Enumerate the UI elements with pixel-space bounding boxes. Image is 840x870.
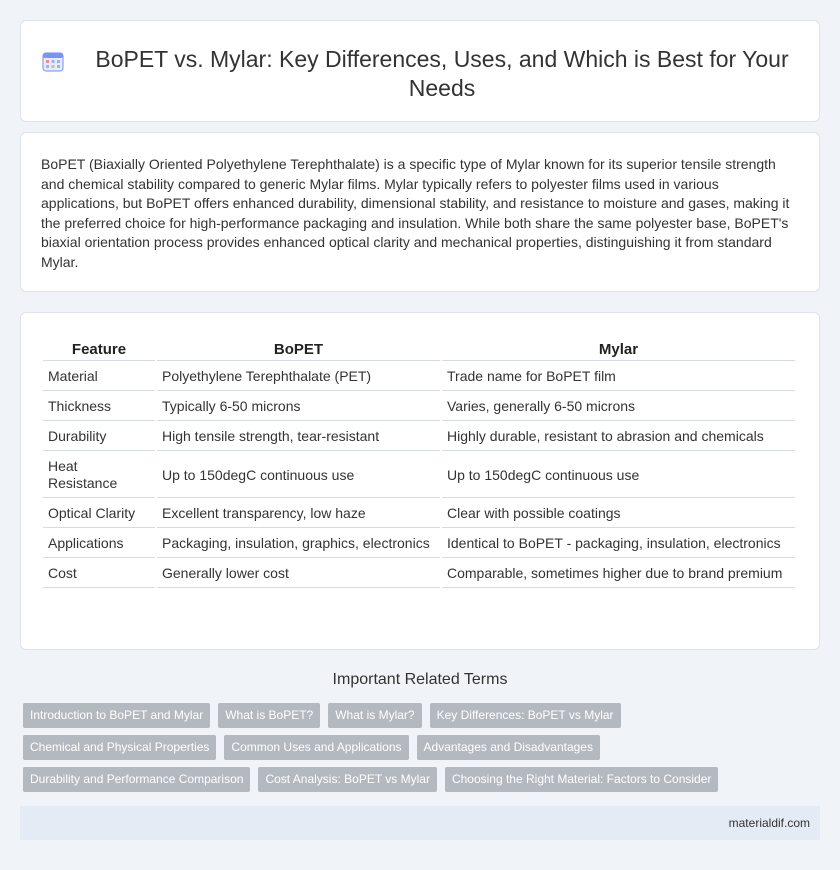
row-mylar: Identical to BoPET - packaging, insulation, electronics bbox=[442, 530, 795, 558]
table-row bbox=[43, 453, 795, 498]
table-row bbox=[43, 393, 795, 421]
row-bopet: Typically 6-50 microns bbox=[157, 393, 440, 421]
row-feature: Optical Clarity bbox=[43, 500, 155, 528]
related-term-tag[interactable]: Common Uses and Applications bbox=[224, 735, 408, 760]
footer-site-link[interactable]: materialdif.com bbox=[728, 816, 810, 830]
row-mylar: Up to 150degC continuous use bbox=[442, 453, 795, 498]
calendar-grid-icon bbox=[41, 49, 65, 73]
row-feature: Durability bbox=[43, 423, 155, 451]
row-mylar: Varies, generally 6-50 microns bbox=[442, 393, 795, 421]
header-feature: Feature bbox=[43, 337, 155, 361]
related-term-tag[interactable]: What is BoPET? bbox=[218, 703, 320, 728]
row-bopet: Generally lower cost bbox=[157, 560, 440, 588]
row-mylar: Comparable, sometimes higher due to brand premium bbox=[442, 560, 795, 588]
row-feature: Material bbox=[43, 363, 155, 391]
comparison-table bbox=[41, 335, 797, 590]
table-header-row bbox=[43, 337, 795, 361]
table-row bbox=[43, 500, 795, 528]
related-terms-heading: Important Related Terms bbox=[332, 671, 508, 688]
row-mylar: Clear with possible coatings bbox=[442, 500, 795, 528]
row-bopet: Up to 150degC continuous use bbox=[157, 453, 440, 498]
comparison-table-card bbox=[20, 312, 820, 650]
intro-paragraph: BoPET (Biaxially Oriented Polyethylene Terephthalate) is a specific type of Mylar known for its superior tensile strength and chemical stability compared to generic Mylar films. Mylar typically refers to polyester films used in various applications, but BoPET offers enhanced durability, dimensional stability, and resistance to moisture and gases, making it the preferred choice for high-performance packaging and insulation. While both share the same polyester base, BoPET's biaxial orientation process provides enhanced optical clarity and mechanical properties, distinguishing it from standard Mylar. bbox=[41, 156, 790, 270]
table-row bbox=[43, 560, 795, 588]
table-row bbox=[43, 423, 795, 451]
row-feature: Thickness bbox=[43, 393, 155, 421]
table-row bbox=[43, 363, 795, 391]
related-term-tag[interactable]: Choosing the Right Material: Factors to Consider bbox=[445, 767, 718, 792]
related-term-tag[interactable]: Chemical and Physical Properties bbox=[23, 735, 216, 760]
related-term-tag[interactable]: Cost Analysis: BoPET vs Mylar bbox=[258, 767, 437, 792]
header-mylar: Mylar bbox=[442, 337, 795, 361]
page-title: BoPET vs. Mylar: Key Differences, Uses, and Which is Best for Your Needs bbox=[95, 46, 789, 101]
related-term-tag[interactable]: Advantages and Disadvantages bbox=[417, 735, 600, 760]
related-terms-list bbox=[23, 703, 823, 799]
row-bopet: High tensile strength, tear-resistant bbox=[157, 423, 440, 451]
related-term-tag[interactable]: Introduction to BoPET and Mylar bbox=[23, 703, 210, 728]
table-row bbox=[43, 530, 795, 558]
row-bopet: Polyethylene Terephthalate (PET) bbox=[157, 363, 440, 391]
related-term-tag[interactable]: Durability and Performance Comparison bbox=[23, 767, 250, 792]
related-term-tag[interactable]: Key Differences: BoPET vs Mylar bbox=[430, 703, 621, 728]
related-term-tag[interactable]: What is Mylar? bbox=[328, 703, 421, 728]
row-feature: Heat Resistance bbox=[43, 453, 155, 498]
row-bopet: Packaging, insulation, graphics, electronics bbox=[157, 530, 440, 558]
row-bopet: Excellent transparency, low haze bbox=[157, 500, 440, 528]
row-mylar: Trade name for BoPET film bbox=[442, 363, 795, 391]
header-bopet: BoPET bbox=[157, 337, 440, 361]
row-feature: Cost bbox=[43, 560, 155, 588]
header-card bbox=[20, 20, 820, 122]
footer bbox=[20, 806, 820, 840]
intro-card bbox=[20, 132, 820, 292]
row-feature: Applications bbox=[43, 530, 155, 558]
row-mylar: Highly durable, resistant to abrasion and chemicals bbox=[442, 423, 795, 451]
